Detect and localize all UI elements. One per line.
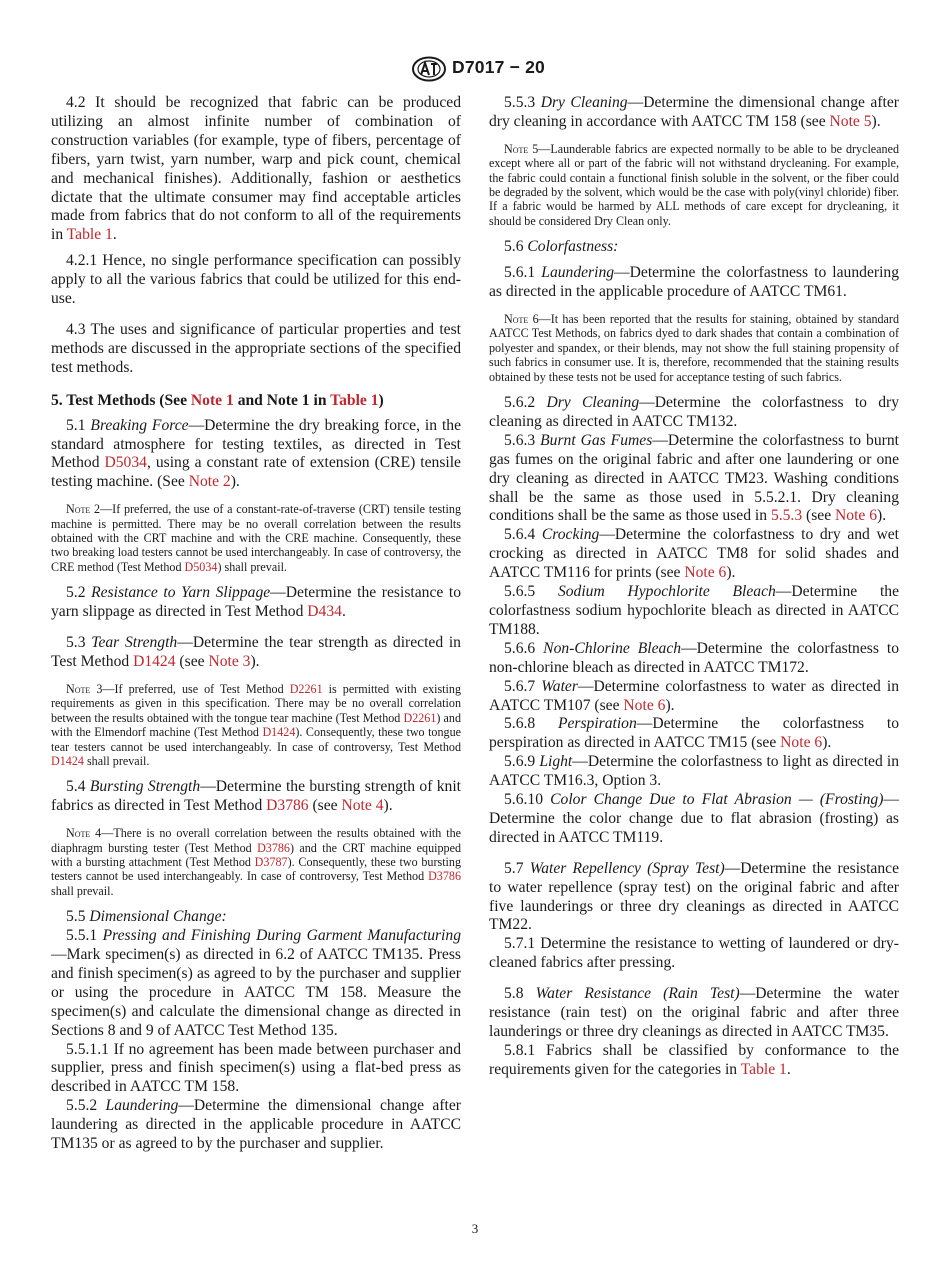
d1424-link[interactable]: D1424 (133, 652, 176, 670)
note-3: Note 3—If preferred, use of Test Method D2261 is permitted with existing requirements as given in this specification. There may be no overall correlation between the results obtained with the tongue tear machine (Test Method D2261) and with the Elmendorf machine (Test Method D1424). Consequently, these two tongue tear testers cannot be used interchangeably. In case of controversy, Test Method D1424 shall prevail. (51, 681, 461, 768)
section-5-6-10: 5.6.10 Color Change Due to Flat Abrasion — (Frosting)—Determine the color change due to flat abrasion (frosting) as directed in AATCC TM119. (489, 791, 899, 846)
d434-link[interactable]: D434 (307, 603, 342, 621)
note-2-link[interactable]: Note 2 (188, 473, 231, 491)
page-number: 3 (471, 1221, 479, 1236)
note-5-link[interactable]: Note 5 (829, 112, 872, 130)
note-4: Note 4—There is no overall correlation between the results obtained with the diaphragm bursting tester (Test Method D3786) and the CRT machine equipped with a bursting attachment (Test Method D3787). Consequently, these two bursting testers cannot be used interchangeably. In case of controversy, Test Method D3786 shall prevail. (51, 826, 462, 898)
section-5-6: 5.6 Colorfastness: (504, 238, 619, 256)
astm-logo (411, 56, 447, 82)
section-5-6-9: 5.6.9 Light—Determine the colorfastness to light as directed in AATCC TM16.3, Option 3. (489, 753, 899, 790)
d1424-link[interactable]: D1424 (262, 725, 296, 740)
section-5-6-8: 5.6.8 Perspiration—Determine the colorfastness to perspiration as directed in AATCC TM15 (see Note 6). (489, 715, 899, 752)
d5034-link[interactable]: D5034 (104, 454, 147, 472)
section-5-6-1: 5.6.1 Laundering—Determine the colorfastness to laundering as directed in the applicable procedure of AATCC TM61. (489, 264, 899, 301)
section-5-6-4: 5.6.4 Crocking—Determine the colorfastness to dry and wet crocking as directed in AATCC TM8 for solid shades and AATCC TM116 for prints (see Note 6). (489, 526, 899, 582)
section-5-8: 5.8 Water Resistance (Rain Test)—Determine the water resistance (rain test) on the original fabric and after three launderings or three dry cleanings as directed in AATCC TM35. (489, 985, 899, 1040)
section-5-5-3: 5.5.3 Dry Cleaning—Determine the dimensional change after dry cleaning in accordance with AATCC TM 158 (see Note 5). (489, 94, 899, 130)
section-4-2-1: 4.2.1 Hence, no single performance specification can possibly apply to all the various fabrics that could be utilized for this end-use. (51, 252, 461, 308)
d1424-link[interactable]: D1424 (51, 753, 84, 768)
note-6-link[interactable]: Note 6 (623, 696, 666, 714)
section-5-1: 5.1 Breaking Force—Determine the dry breaking force, in the standard atmosphere for testing textiles, as directed in Test Method D5034, using a constant rate of extension (CRE) tensile testing machine. (See Note 2). (51, 416, 461, 491)
section-5-5-2: 5.5.2 Laundering—Determine the dimensional change after laundering as directed in the applicable procedure in AATCC TM135 or as agreed to by the purchaser and supplier. (51, 1097, 461, 1153)
section-5-5-1-1: 5.5.1.1 If no agreement has been made between purchaser and supplier, press and finish specimen(s) using a flat-bed press as described in AATCC TM 158. (51, 1040, 461, 1096)
table-1-link[interactable]: Table 1 (66, 226, 113, 244)
section-5-heading: 5. Test Methods (See Note 1 and Note 1 in Table 1) (51, 391, 384, 409)
note-4-link[interactable]: Note 4 (341, 797, 384, 815)
page-header (0, 56, 950, 84)
d2261-link[interactable]: D2261 (289, 681, 323, 696)
right-column (489, 94, 899, 1080)
note-3-link[interactable]: Note 3 (208, 652, 251, 670)
section-5-6-3: 5.6.3 Burnt Gas Fumes—Determine the colorfastness to burnt gas fumes on the original fabric and after one laundering or one dry cleaning as directed in AATCC TM23. Washing conditions shall be the same as those used in 5.5.2.1. Dry cleaning conditions shall be the same as those used in 5.5.3 (see Note 6). (489, 431, 899, 525)
d3786-link[interactable]: D3786 (428, 869, 461, 884)
d5034-link[interactable]: D5034 (184, 559, 218, 574)
section-5-6-7: 5.6.7 Water—Determine colorfastness to water as directed in AATCC TM107 (see Note 6). (489, 677, 899, 714)
d3786-link[interactable]: D3786 (257, 840, 290, 855)
note-1-link[interactable]: Note 1 (190, 391, 234, 409)
section-5-5: 5.5 Dimensional Change: (66, 908, 227, 926)
table-1-link[interactable]: Table 1 (740, 1060, 787, 1078)
d3786-link[interactable]: D3786 (266, 797, 309, 815)
section-4-2: 4.2 It should be recognized that fabric can be produced utilizing an almost infinite number of combination of construction variables (for example, type of fibers, percentage of fibers, yarn twist, yarn number, warp and pick count, chemical and mechanical finishes). Additionally, fashion or aesthetics dictate that the ultimate consumer may find acceptable articles made from fabrics that do not conform to all of the requirements in Table 1. (51, 94, 461, 244)
section-5-5-3-link[interactable]: 5.5.3 (770, 507, 803, 525)
left-column (51, 94, 461, 1154)
section-5-7: 5.7 Water Repellency (Spray Test)—Determine the resistance to water repellence (spray test) on the original fabric and after five launderings or three dry cleanings as directed in AATCC TM22. (489, 859, 899, 934)
section-5-4: 5.4 Bursting Strength—Determine the bursting strength of knit fabrics as directed in Test Method D3786 (see Note 4). (51, 778, 461, 815)
d3787-link[interactable]: D3787 (254, 854, 288, 869)
section-5-2: 5.2 Resistance to Yarn Slippage—Determine the resistance to yarn slippage as directed in Test Method D434. (51, 584, 462, 621)
note-6: Note 6—It has been reported that the results for staining, obtained by standard AATCC Test Methods, on fabrics dyed to dark shades that contain a combination of polyester and spandex, or their blends, may not show the full staining propensity of such fabrics in consumer use. It is, therefore, recommended that the staining results obtained by these tests not be used for acceptance testing of such fabrics. (489, 311, 899, 384)
section-5-7-1: 5.7.1 Determine the resistance to wetting of laundered or dry-cleaned fabrics after pressing. (489, 935, 899, 972)
note-6-link[interactable]: Note 6 (684, 564, 727, 582)
d2261-link[interactable]: D2261 (403, 710, 437, 725)
section-5-8-1: 5.8.1 Fabrics shall be classified by conformance to the requirements given for the categories in Table 1. (489, 1041, 899, 1078)
section-5-6-5: 5.6.5 Sodium Hypochlorite Bleach—Determine the colorfastness sodium hypochlorite bleach as directed in AATCC TM188. (489, 583, 899, 638)
table-1-link[interactable]: Table 1 (330, 391, 379, 409)
section-4-3: 4.3 The uses and significance of particular properties and test methods are discussed in the appropriate sections of the specified test methods. (51, 320, 461, 376)
section-5-3: 5.3 Tear Strength—Determine the tear strength as directed in Test Method D1424 (see Note 3). (51, 634, 461, 670)
note-6-link[interactable]: Note 6 (835, 507, 878, 525)
section-5-5-1: 5.5.1 Pressing and Finishing During Garment Manufacturing—Mark specimen(s) as directed in 6.2 of AATCC TM135. Press and finish specimen(s) as agreed to by the purchaser and supplier or using the procedure in AATCC TM 158. Measure the specimen(s) and calculate the dimensional change as directed in Sections 8 and 9 of AATCC Test Method 135. (51, 927, 461, 1039)
section-5-6-6: 5.6.6 Non-Chlorine Bleach—Determine the colorfastness to non-chlorine bleach as directed in AATCC TM172. (489, 639, 899, 676)
note-2: Note 2—If preferred, the use of a constant-rate-of-traverse (CRT) tensile testing machine is permitted. There may be no overall correlation between the results obtained with the CRT machine and with the CRE machine. Consequently, these two breaking load testers cannot be used interchangeably. In case of controversy, the CRE method (Test Method D5034) shall prevail. (51, 502, 461, 574)
document-id: D7017 − 20 (452, 57, 545, 77)
note-5: Note 5—Launderable fabrics are expected normally to be able to be drycleaned except where all or part of the fabric will not withstand drycleaning. For example, the fabric could contain a functional finish soluble in the solvent, or the fiber could be degraded by the solvent, which would be the case with poly(vinyl chloride) fiber. If a fabric would be harmed by ALL methods of care except for drycleaning, it should be considered Dry Clean only. (489, 141, 899, 228)
note-6-link[interactable]: Note 6 (780, 734, 823, 752)
section-5-6-2: 5.6.2 Dry Cleaning—Determine the colorfastness to dry cleaning as directed in AATCC TM132. (489, 394, 899, 430)
